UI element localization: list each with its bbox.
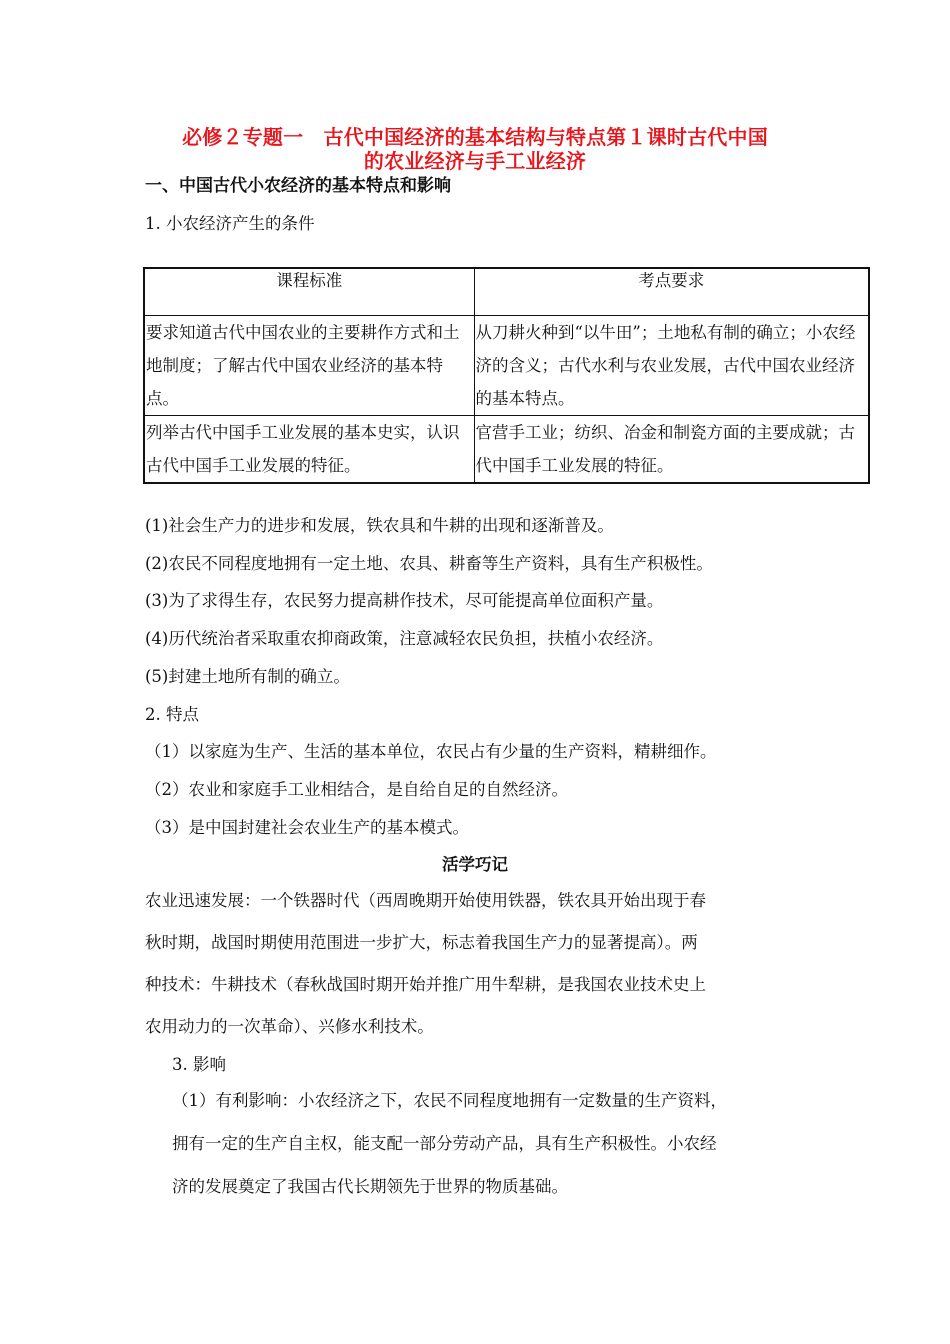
table-header-cell: 考点要求 <box>474 268 869 316</box>
tips-line: 秋时期，战国时期使用范围进一步扩大，标志着我国生产力的显著提高）。两 <box>145 933 698 952</box>
list-item: (1)社会生产力的进步和发展，铁农具和牛耕的出现和逐渐普及。 <box>145 516 614 535</box>
table-header-cell: 课程标准 <box>144 268 474 316</box>
tips-heading: 活学巧记 <box>442 855 508 874</box>
table-cell: 列举古代中国手工业发展的基本史实，认识古代中国手工业发展的特征。 <box>144 416 474 484</box>
table-row <box>144 416 869 484</box>
influence-line: 拥有一定的生产自主权，能支配一部分劳动产品，具有生产积极性。小农经 <box>172 1134 717 1153</box>
section-heading: 一、中国古代小农经济的基本特点和影响 <box>145 176 451 196</box>
influence-line: （1）有利影响：小农经济之下，农民不同程度地拥有一定数量的生产资料， <box>172 1091 727 1110</box>
list-item: (4)历代统治者采取重农抑商政策，注意减轻农民负担，扶植小农经济。 <box>145 629 664 648</box>
table-cell: 官营手工业；纺织、冶金和制瓷方面的主要成就；古代中国手工业发展的特征。 <box>474 416 869 484</box>
table-header-row <box>144 268 869 316</box>
table-cell: 从刀耕火种到“以牛田”；土地私有制的确立；小农经济的含义；古代水利与农业发展，古代中国农业经济的基本特点。 <box>474 316 869 416</box>
list-item: （2）农业和家庭手工业相结合，是自给自足的自然经济。 <box>145 780 568 799</box>
list-item: (2)农民不同程度地拥有一定土地、农具、耕畜等生产资料，具有生产积极性。 <box>145 554 713 573</box>
subheading-conditions: 1. 小农经济产生的条件 <box>145 214 315 233</box>
subheading-influence: 3. 影响 <box>172 1055 226 1074</box>
standards-table <box>143 267 870 484</box>
tips-line: 农用动力的一次革命）、兴修水利技术。 <box>145 1017 434 1036</box>
list-item: （1）以家庭为生产、生活的基本单位，农民占有少量的生产资料，精耕细作。 <box>145 742 717 761</box>
list-item: （3）是中国封建社会农业生产的基本模式。 <box>145 818 469 837</box>
list-item: (3)为了求得生存，农民努力提高耕作技术，尽可能提高单位面积产量。 <box>145 591 664 610</box>
tips-line: 种技术：牛耕技术（春秋战国时期开始并推广用牛犁耕，是我国农业技术史上 <box>145 975 706 994</box>
table-cell: 要求知道古代中国农业的主要耕作方式和土地制度；了解古代中国农业经济的基本特点。 <box>144 316 474 416</box>
table-row <box>144 316 869 416</box>
subheading-features: 2. 特点 <box>145 705 199 724</box>
list-item: (5)封建土地所有制的确立。 <box>145 667 350 686</box>
influence-line: 济的发展奠定了我国古代长期领先于世界的物质基础。 <box>172 1177 568 1196</box>
tips-line: 农业迅速发展：一个铁器时代（西周晚期开始使用铁器，铁农具开始出现于春 <box>145 891 706 910</box>
page-title-line-2: 的农业经济与手工业经济 <box>363 149 587 173</box>
page-title-line-1: 必修２专题一 古代中国经济的基本结构与特点第１课时古代中国 <box>182 125 768 149</box>
